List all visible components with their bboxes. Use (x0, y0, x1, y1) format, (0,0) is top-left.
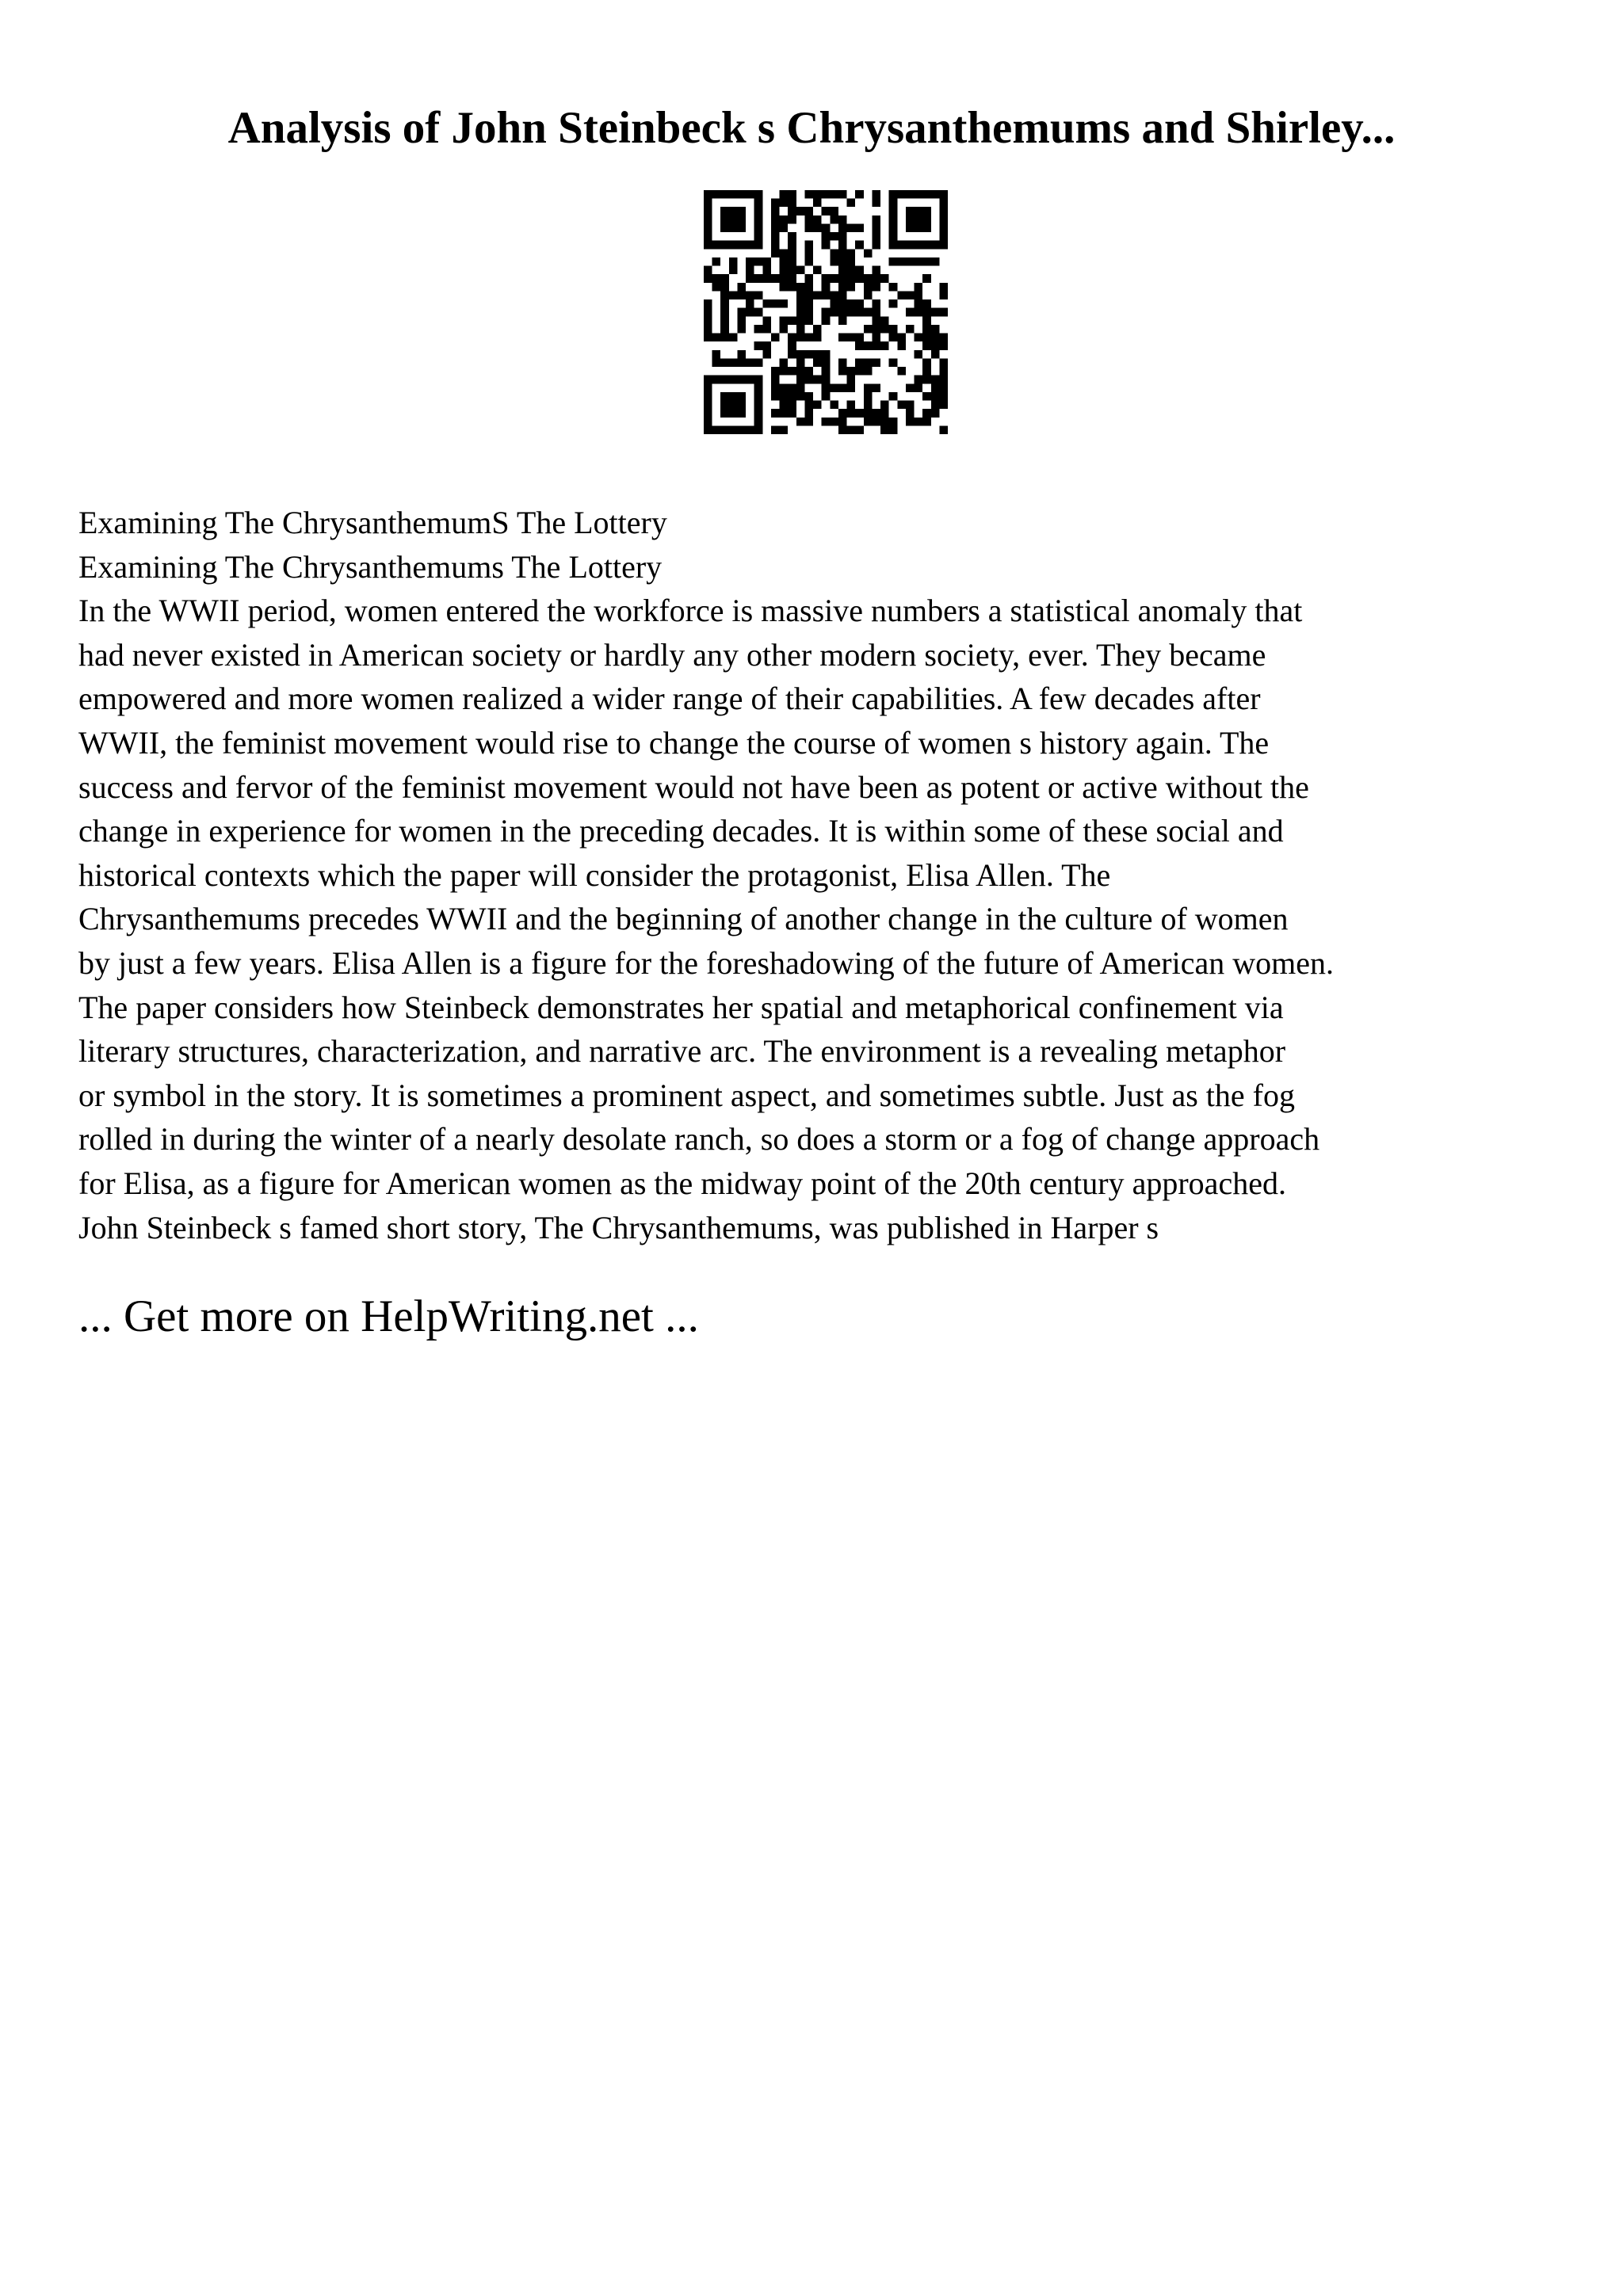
body-line: The paper considers how Steinbeck demonstrates her spatial and metaphorical confinement via (78, 989, 1284, 1025)
body-line: Examining The ChrysanthemumS The Lottery (78, 505, 667, 540)
qr-code-icon (704, 190, 948, 434)
body-line: rolled in during the winter of a nearly desolate ranch, so does a storm or a fog of change approach (78, 1121, 1320, 1158)
body-line: success and fervor of the feminist movement would not have been as potent or active without the (78, 769, 1309, 805)
body-line: In the WWII period, women entered the workforce is massive numbers a statistical anomaly that (78, 593, 1303, 629)
body-line: for Elisa, as a figure for American women as the midway point of the 20th century approached. (78, 1165, 1286, 1201)
body-line: literary structures, characterization, and narrative arc. The environment is a revealing metaphor (78, 1033, 1286, 1070)
body-line: empowered and more women realized a wider range of their capabilities. A few decades after (78, 681, 1261, 717)
page-title: Analysis of John Steinbeck s Chrysanthemums and Shirley... (227, 103, 1396, 153)
body-line: by just a few years. Elisa Allen is a figure for the foreshadowing of the future of American women. (78, 944, 1334, 981)
article-body (78, 501, 1568, 1249)
body-line: had never existed in American society or hardly any other modern society, ever. They became (78, 636, 1266, 673)
body-line: Chrysanthemums precedes WWII and the beginning of another change in the culture of women (78, 901, 1289, 937)
get-more-link[interactable]: ... Get more on HelpWriting.net ... (78, 1291, 699, 1341)
body-line: WWII, the feminist movement would rise to change the course of women s history again. The (78, 724, 1270, 761)
body-line: historical contexts which the paper will consider the protagonist, Elisa Allen. The (78, 856, 1111, 893)
body-line: John Steinbeck s famed short story, The Chrysanthemums, was published in Harper s (78, 1209, 1159, 1245)
body-line: or symbol in the story. It is sometimes a prominent aspect, and sometimes subtle. Just as the fog (78, 1077, 1295, 1113)
body-line: Examining The Chrysanthemums The Lottery (78, 548, 663, 585)
body-line: change in experience for women in the preceding decades. It is within some of these social and (78, 813, 1284, 849)
